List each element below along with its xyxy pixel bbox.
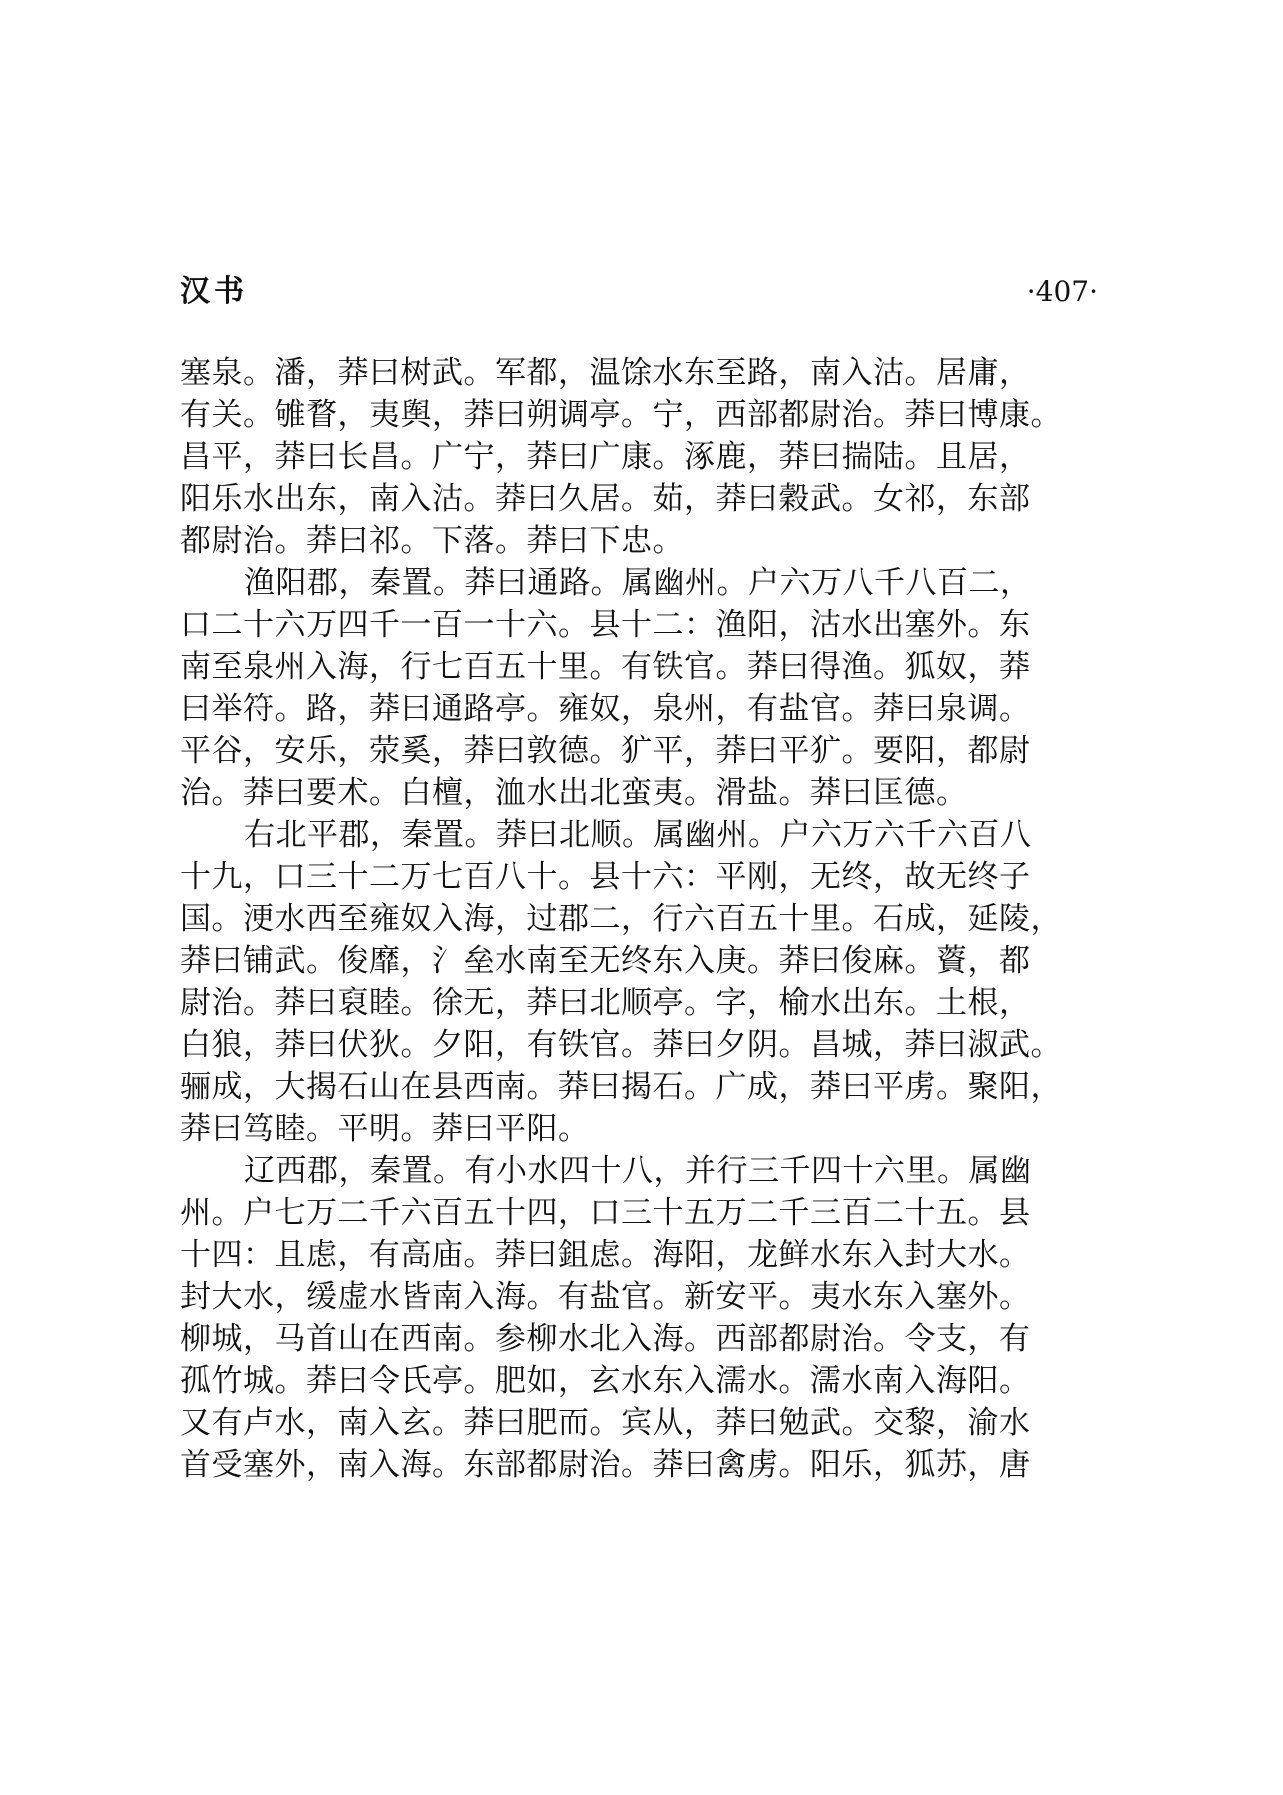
text-line: 国。浭水西至雍奴入海，过郡二，行六百五十里。石成，延陵， xyxy=(180,901,1062,937)
text-line: 首受塞外，南入海。东部都尉治。莽曰禽虏。阳乐，狐苏，唐 xyxy=(180,1447,1031,1483)
text-line: 白狼，莽曰伏狄。夕阳，有铁官。莽曰夕阴。昌城，莽曰淑武。 xyxy=(180,1027,1062,1063)
page-header xyxy=(180,272,1098,312)
text-line: 又有卢水，南入玄。莽曰肥而。宾从，莽曰勉武。交黎，渝水 xyxy=(180,1405,1031,1441)
text-line: 十四：且虑，有高庙。莽曰鉏虑。海阳，龙鲜水东入封大水。 xyxy=(180,1237,1031,1273)
text-line: 十九，口三十二万七百八十。县十六：平刚，无终，故无终子 xyxy=(180,859,1031,895)
text-line: 骊成，大揭石山在县西南。莽曰揭石。广成，莽曰平虏。聚阳， xyxy=(180,1069,1062,1105)
text-line: 孤竹城。莽曰令氏亭。肥如，玄水东入濡水。濡水南入海阳。 xyxy=(180,1363,1031,1399)
text-line: 尉治。莽曰裒睦。徐无，莽曰北顺亭。字，榆水出东。土根， xyxy=(180,985,1031,1021)
text-line: 阳乐水出东，南入沽。莽曰久居。茹，莽曰穀武。女祁，东部 xyxy=(180,481,1031,517)
text-line: 莽曰笃睦。平明。莽曰平阳。 xyxy=(180,1111,590,1147)
text-line: 南至泉州入海，行七百五十里。有铁官。莽曰得渔。狐奴，莽 xyxy=(180,649,1031,685)
text-line: 治。莽曰要术。白檀，洫水出北蛮夷。滑盐。莽曰匡德。 xyxy=(180,775,968,811)
paragraph-start-line: 辽西郡，秦置。有小水四十八，并行三千四十六里。属幽 xyxy=(244,1153,1032,1189)
paragraph-start-line: 右北平郡，秦置。莽曰北顺。属幽州。户六万六千六百八 xyxy=(244,817,1032,853)
text-line: 都尉治。莽曰祁。下落。莽曰下忠。 xyxy=(180,523,684,559)
text-line: 有关。雊瞀，夷舆，莽曰朔调亭。宁，西部都尉治。莽曰博康。 xyxy=(180,397,1062,433)
text-line: 平谷，安乐，荥奚，莽曰敦德。犷平，莽曰平犷。要阳，都尉 xyxy=(180,733,1031,769)
text-line: 莽曰铺武。俊靡，氵垒水南至无终东入庚。莽曰俊麻。薋，都 xyxy=(180,943,1031,979)
text-line: 曰举符。路，莽曰通路亭。雍奴，泉州，有盐官。莽曰泉调。 xyxy=(180,691,1031,727)
text-line: 昌平，莽曰长昌。广宁，莽曰广康。涿鹿，莽曰揣陆。且居， xyxy=(180,439,1031,475)
text-line: 柳城，马首山在西南。参柳水北入海。西部都尉治。令支，有 xyxy=(180,1321,1031,1357)
text-line: 塞泉。潘，莽曰树武。军都，温馀水东至路，南入沽。居庸， xyxy=(180,355,1031,391)
page-number: ·407· xyxy=(1026,275,1098,308)
book-title: 汉书 xyxy=(180,274,248,309)
text-line: 州。户七万二千六百五十四，口三十五万二千三百二十五。县 xyxy=(180,1195,1031,1231)
text-line: 封大水，缓虚水皆南入海。有盐官。新安平。夷水东入塞外。 xyxy=(180,1279,1031,1315)
text-body xyxy=(180,352,1120,1486)
paragraph-start-line: 渔阳郡，秦置。莽曰通路。属幽州。户六万八千八百二， xyxy=(244,565,1032,601)
text-line: 口二十六万四千一百一十六。县十二：渔阳，沽水出塞外。东 xyxy=(180,607,1031,643)
